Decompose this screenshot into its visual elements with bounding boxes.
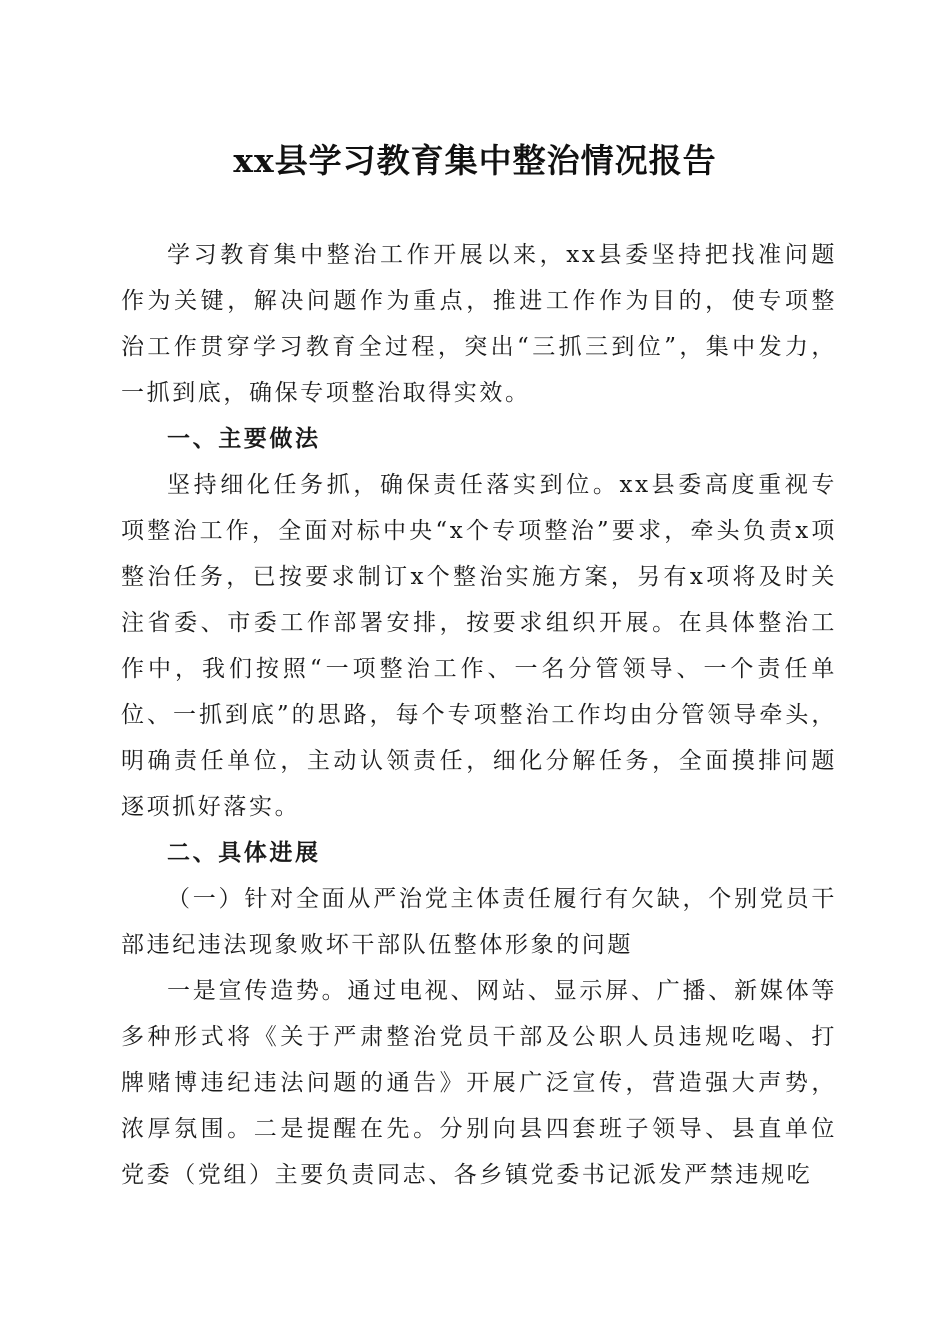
section-heading-progress: 二、具体进展: [167, 840, 321, 866]
document-title: xx县学习教育集中整治情况报告: [233, 141, 717, 180]
main-practices-paragraph: 坚持细化任务抓，确保责任落实到位。xx县委高度重视专项整治工作，全面对标中央“x个专项整治”要求，牵头负责x项整治任务，已按要求制订x个整治实施方案，另有x项将及时关注省委、市委工作部署安排，按要求组织开展。在具体整治工作中，我们按照“一项整治工作、一名分管领导、一个责任单位、一抓到底”的思路，每个专项整治工作均由分管领导牵头，明确责任单位，主动认领责任，细化分解任务，全面摸排问题逐项抓好落实。: [121, 472, 837, 820]
subsection-heading-1: （一）针对全面从严治党主体责任履行有欠缺，个别党员干部违纪违法现象败坏干部队伍整体形象的问题: [121, 886, 837, 958]
progress-paragraph: 一是宣传造势。通过电视、网站、显示屏、广播、新媒体等多种形式将《关于严肃整治党员干部及公职人员违规吃喝、打牌赌博违纪违法问题的通告》开展广泛宣传，营造强大声势，浓厚氛围。二是提醒在先。分别向县四套班子领导、县直单位党委（党组）主要负责同志、各乡镇党委书记派发严禁违规吃: [121, 978, 837, 1188]
document-body: [121, 232, 837, 1198]
section-heading-main-practices: 一、主要做法: [167, 426, 321, 452]
intro-paragraph: 学习教育集中整治工作开展以来，xx县委坚持把找准问题作为关键，解决问题作为重点，推进工作作为目的，使专项整治工作贯穿学习教育全过程，突出“三抓三到位”，集中发力，一抓到底，确保专项整治取得实效。: [121, 242, 837, 406]
